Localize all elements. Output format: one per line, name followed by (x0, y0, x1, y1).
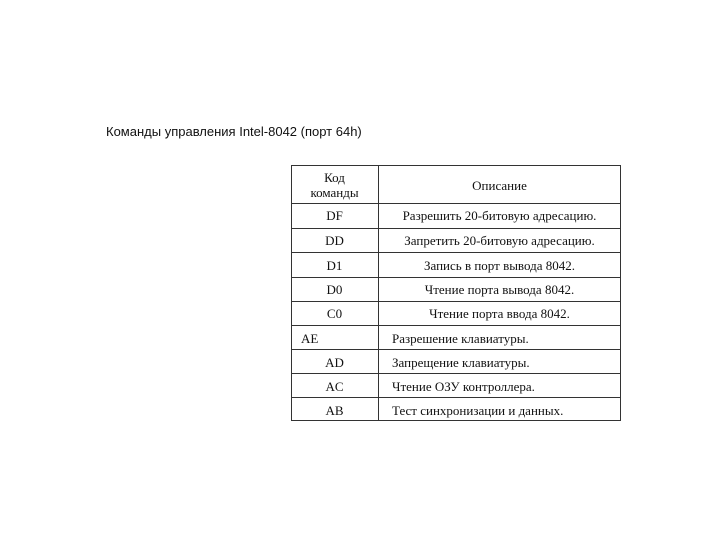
row-divider (291, 397, 621, 398)
header-code-line1: Код (324, 170, 345, 185)
row-code-ab: AB (325, 403, 344, 418)
row-code-ac: AC (325, 379, 344, 394)
row-divider (291, 203, 621, 204)
row-divider (291, 373, 621, 374)
row-divider (291, 325, 621, 326)
header-description: Описание (472, 178, 527, 193)
row-desc-df: Разрешить 20-битовую адресацию. (402, 208, 597, 223)
row-divider (291, 277, 621, 278)
row-desc-c0: Чтение порта ввода 8042. (429, 306, 570, 321)
row-divider (291, 349, 621, 350)
row-desc-dd: Запретить 20-битовую адресацию. (404, 233, 595, 248)
header-code-line2: команды (310, 185, 359, 200)
row-desc-ab: Тест синхронизации и данных. (392, 403, 564, 418)
row-divider (291, 301, 621, 302)
row-code-df: DF (326, 208, 343, 223)
row-code-dd: DD (325, 233, 344, 248)
row-desc-ae: Разрешение клавиатуры. (392, 331, 529, 346)
page-title: Команды управления Intel-8042 (порт 64h) (106, 124, 362, 139)
row-desc-ad: Запрещение клавиатуры. (392, 355, 530, 370)
row-code-ad: AD (325, 355, 344, 370)
row-divider (291, 228, 621, 229)
row-desc-ac: Чтение ОЗУ контроллера. (392, 379, 535, 394)
row-code-d0: D0 (326, 282, 343, 297)
row-code-ae: AE (301, 331, 319, 346)
row-divider (291, 252, 621, 253)
row-desc-d1: Запись в порт вывода 8042. (423, 258, 575, 273)
row-code-c0: C0 (326, 306, 343, 321)
header-code (291, 170, 378, 200)
row-desc-d0: Чтение порта вывода 8042. (424, 282, 575, 297)
row-code-d1: D1 (326, 258, 343, 273)
